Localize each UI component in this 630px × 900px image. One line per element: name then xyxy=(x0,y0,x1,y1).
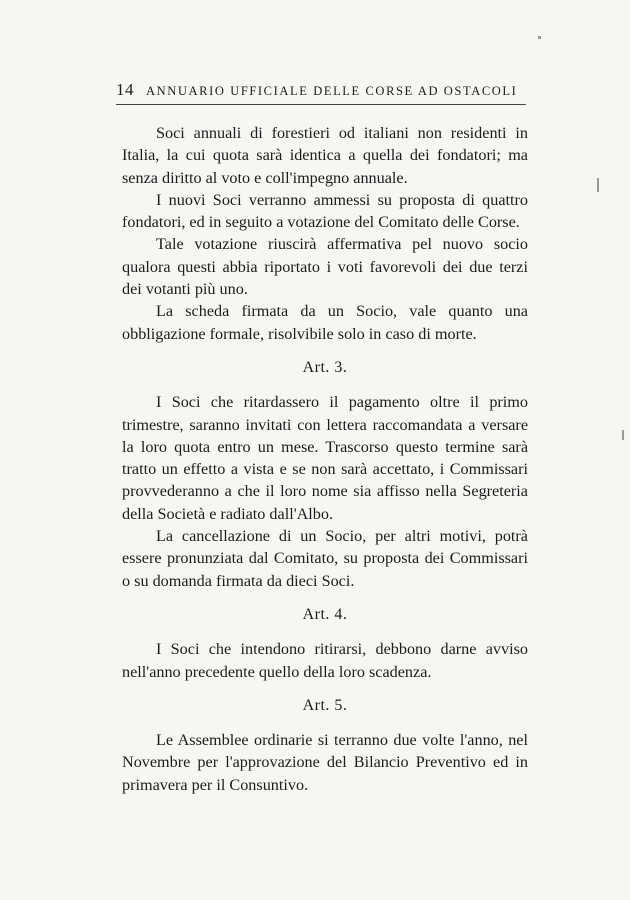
paragraph: I Soci che intendono ritirarsi, debbono darne avviso nell'anno precedente quello della loro scadenza. xyxy=(122,640,528,681)
paragraph: Tale votazione riuscirà affermativa pel nuovo socio qualora questi abbia riportato i voti favorevoli dei due terzi dei votanti più uno. xyxy=(122,235,528,299)
scan-speck xyxy=(622,430,624,440)
paragraph: I Soci che ritardassero il pagamento oltre il primo trimestre, saranno invitati con lettera raccomandata a versare la loro quota entro un mese. Trascorso questo termine sarà tratto un effetto a vista e se non sarà accettato, i Commissari provvederanno a che il loro nome sia affisso nella Segreteria della Società e radiato dall'Albo. xyxy=(122,393,528,523)
page-number: 14 xyxy=(116,80,134,99)
scan-speck xyxy=(597,178,599,192)
article-heading-4: Art. 4. xyxy=(302,605,348,623)
scan-speck xyxy=(538,36,541,39)
paragraph: La cancellazione di un Socio, per altri motivi, potrà essere pronunziata dal Comitato, su proposta dei Commissari o su domanda firmata da dieci Soci. xyxy=(122,527,528,590)
running-title: ANNUARIO UFFICIALE DELLE CORSE AD OSTACOLI xyxy=(146,84,518,98)
article-heading-5: Art. 5. xyxy=(302,696,348,714)
article-heading-3: Art. 3. xyxy=(302,358,348,376)
paragraph: I nuovi Soci verranno ammessi su proposta di quattro fondatori, ed in seguito a votazione del Comitato delle Corse. xyxy=(122,190,528,232)
paragraph: Le Assemblee ordinarie si terranno due volte l'anno, nel Novembre per l'approvazione del Bilancio Preventivo ed in primavera per il Consuntivo. xyxy=(122,731,528,794)
header-rule xyxy=(116,104,526,105)
page-body xyxy=(122,122,528,796)
paragraph: Soci annuali di forestieri od italiani non residenti in Italia, la cui quota sarà identica a quella dei fondatori; ma senza diritto al voto e coll'impegno annuale. xyxy=(122,124,528,187)
running-header xyxy=(116,80,526,100)
paragraph: La scheda firmata da un Socio, vale quanto una obbligazione formale, risolvibile solo in caso di morte. xyxy=(122,302,528,343)
